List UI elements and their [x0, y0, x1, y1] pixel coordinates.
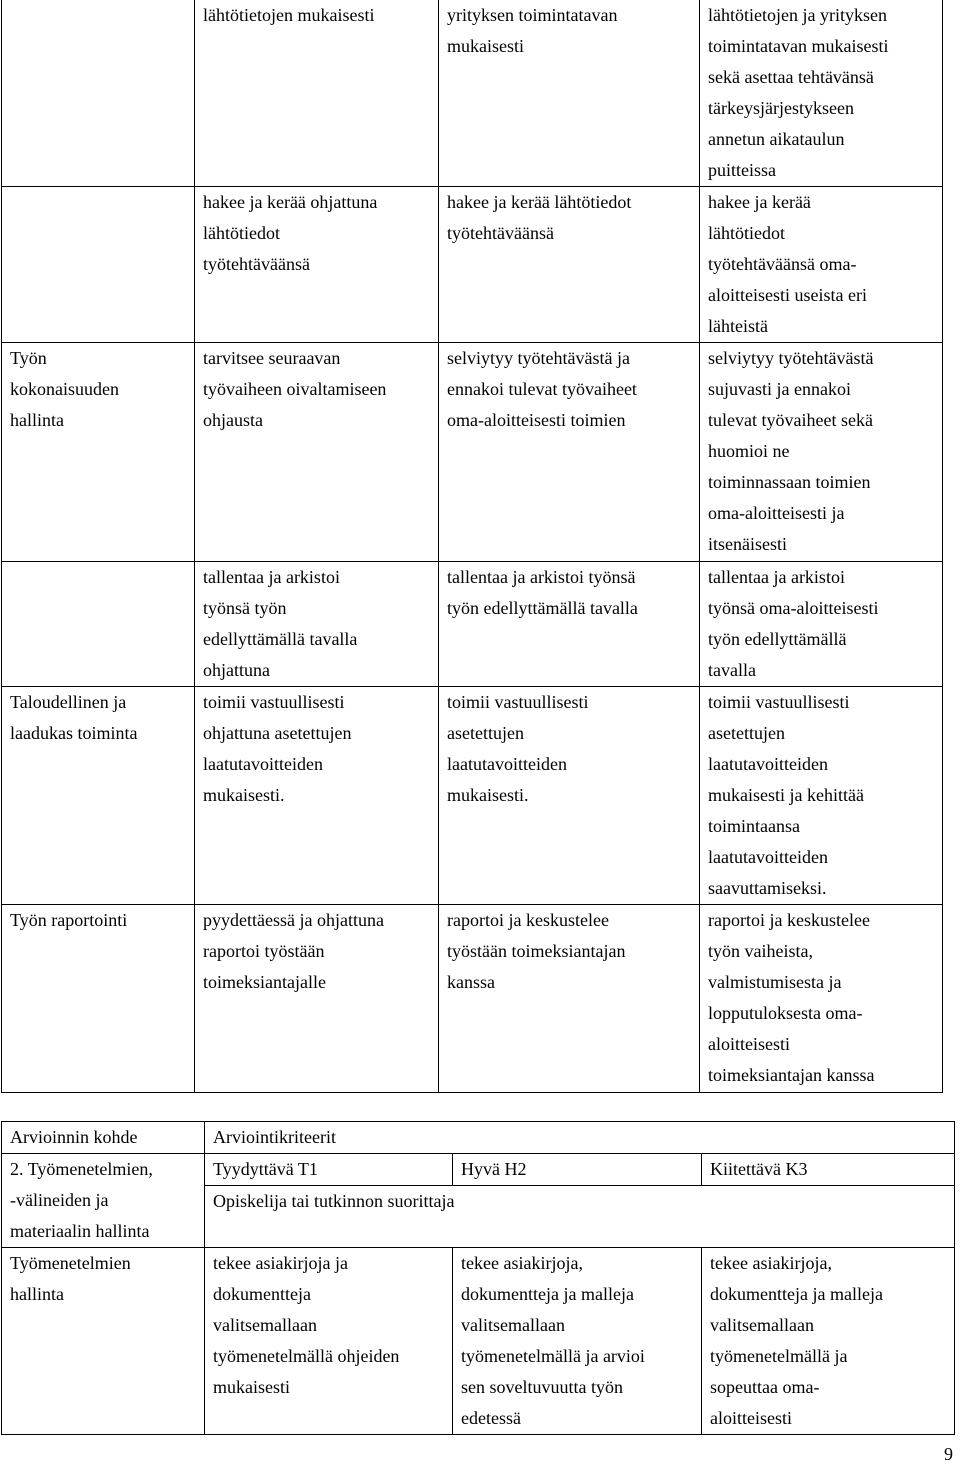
- table-row: [2, 1248, 955, 1435]
- criterion-h2: tekee asiakirjoja, dokumentteja ja malleja valitsemallaan työmenetelmällä ja arvioi sen soveltuvuutta työn edetessä: [453, 1248, 702, 1435]
- criterion-k3: tallentaa ja arkistoi työnsä oma-aloitteisesti työn edellyttämällä tavalla: [700, 562, 943, 687]
- criterion-h2: tallentaa ja arkistoi työnsä työn edellyttämällä tavalla: [439, 562, 700, 687]
- table-row: [2, 687, 943, 905]
- criteria-table-methods: [1, 1121, 955, 1435]
- criterion-k3: toimii vastuullisesti asetettujen laatutavoitteiden mukaisesti ja kehittää toimintaansa laatutavoitteiden saavuttamiseksi.: [700, 687, 943, 905]
- header-assessment-target: Arvioinnin kohde: [2, 1122, 205, 1154]
- criterion-k3: lähtötietojen ja yrityksen toimintatavan mukaisesti sekä asettaa tehtävänsä tärkeysjärjestykseen annetun aikataulun puitteissa: [700, 0, 943, 187]
- section-label: 2. Työmenetelmien, -välineiden ja materiaalin hallinta: [2, 1154, 205, 1248]
- table-header-row: [2, 1122, 955, 1154]
- table-row: [2, 0, 943, 187]
- criterion-k3: tekee asiakirjoja, dokumentteja ja malleja valitsemallaan työmenetelmällä ja sopeuttaa oma- aloitteisesti: [702, 1248, 955, 1435]
- row-label: Taloudellinen ja laadukas toiminta: [2, 687, 195, 905]
- subject-text: Opiskelija tai tutkinnon suorittaja: [205, 1186, 955, 1248]
- criterion-t1: tarvitsee seuraavan työvaiheen oivaltamiseen ohjausta: [195, 343, 439, 562]
- table-row: [2, 562, 943, 687]
- grade-h2: Hyvä H2: [453, 1154, 702, 1186]
- criterion-t1: pyydettäessä ja ohjattuna raportoi työstään toimeksiantajalle: [195, 905, 439, 1093]
- criterion-t1: toimii vastuullisesti ohjattuna asetettujen laatutavoitteiden mukaisesti.: [195, 687, 439, 905]
- row-label: [2, 562, 195, 687]
- criterion-t1: tekee asiakirjoja ja dokumentteja valitsemallaan työmenetelmällä ohjeiden mukaisesti: [205, 1248, 453, 1435]
- row-label: [2, 187, 195, 343]
- criterion-t1: hakee ja kerää ohjattuna lähtötiedot työtehtäväänsä: [195, 187, 439, 343]
- table-row: [2, 905, 943, 1093]
- row-label: Työmenetelmien hallinta: [2, 1248, 205, 1435]
- row-label: [2, 0, 195, 187]
- criterion-h2: selviytyy työtehtävästä ja ennakoi tulevat työvaiheet oma-aloitteisesti toimien: [439, 343, 700, 562]
- criterion-k3: hakee ja kerää lähtötiedot työtehtäväänsä oma- aloitteisesti useista eri lähteistä: [700, 187, 943, 343]
- table-row: [2, 343, 943, 562]
- criterion-h2: hakee ja kerää lähtötiedot työtehtäväänsä: [439, 187, 700, 343]
- criterion-k3: raportoi ja keskustelee työn vaiheista, valmistumisesta ja lopputuloksesta oma- aloitteisesti toimeksiantajan kanssa: [700, 905, 943, 1093]
- header-assessment-criteria: Arviointikriteerit: [205, 1122, 955, 1154]
- criterion-t1: lähtötietojen mukaisesti: [195, 0, 439, 187]
- grade-k3: Kiitettävä K3: [702, 1154, 955, 1186]
- criterion-h2: raportoi ja keskustelee työstään toimeksiantajan kanssa: [439, 905, 700, 1093]
- grade-t1: Tyydyttävä T1: [205, 1154, 453, 1186]
- criterion-h2: yrityksen toimintatavan mukaisesti: [439, 0, 700, 187]
- table-row: [2, 187, 943, 343]
- row-label: Työn kokonaisuuden hallinta: [2, 343, 195, 562]
- criterion-h2: toimii vastuullisesti asetettujen laatutavoitteiden mukaisesti.: [439, 687, 700, 905]
- criterion-t1: tallentaa ja arkistoi työnsä työn edellyttämällä tavalla ohjattuna: [195, 562, 439, 687]
- criterion-k3: selviytyy työtehtävästä sujuvasti ja ennakoi tulevat työvaiheet sekä huomioi ne toiminnassaan toimien oma-aloitteisesti ja itsenäisesti: [700, 343, 943, 562]
- page-number: 9: [944, 1444, 953, 1464]
- grade-row: [2, 1154, 955, 1186]
- criteria-table-continued: [1, 0, 943, 1093]
- row-label: Työn raportointi: [2, 905, 195, 1093]
